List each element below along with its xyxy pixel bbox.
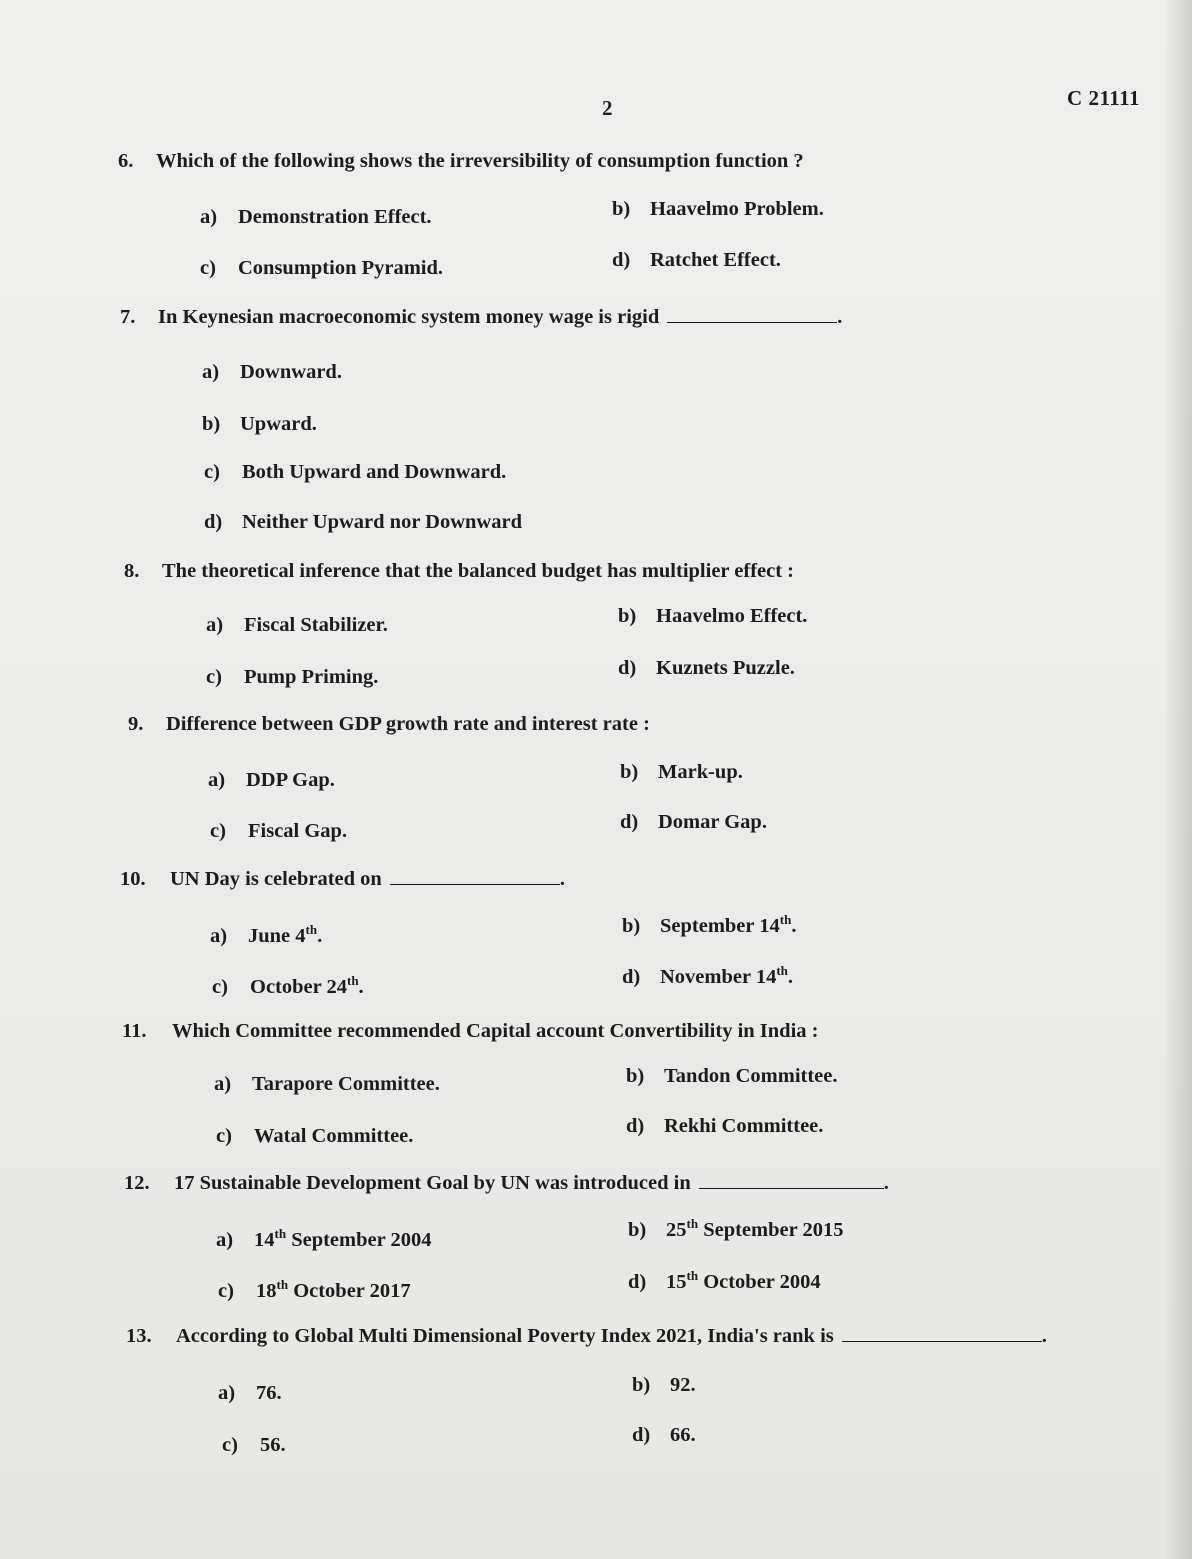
- option-label: b): [626, 1065, 645, 1087]
- option-text-pre: 25: [666, 1218, 687, 1241]
- option-label: d): [620, 811, 639, 833]
- page-edge-shadow: [1164, 0, 1192, 1559]
- option-text-pre: November 14: [660, 965, 777, 988]
- question-number: 8.: [124, 560, 140, 582]
- option-text: Mark-up.: [658, 761, 743, 783]
- option-text: Kuznets Puzzle.: [656, 657, 795, 679]
- option-label: b): [618, 605, 637, 627]
- question-number: 12.: [124, 1172, 150, 1194]
- question-13: [126, 1325, 1047, 1348]
- option-label: c): [212, 975, 228, 998]
- option-10b: [622, 912, 796, 938]
- question-number: 6.: [118, 150, 134, 172]
- question-text: Difference between GDP growth rate and interest rate :: [166, 713, 650, 735]
- option-label: a): [200, 206, 218, 228]
- option-text-sup: th: [686, 1268, 699, 1283]
- option-12b: [628, 1216, 843, 1242]
- option-text-post: .: [791, 914, 797, 937]
- option-text-post: .: [317, 924, 323, 947]
- blank-end: .: [559, 868, 565, 890]
- question-7: [120, 306, 842, 329]
- option-text: Demonstration Effect.: [238, 206, 432, 228]
- option-text-sup: th: [686, 1216, 699, 1231]
- blank-end: .: [837, 306, 843, 328]
- option-text: DDP Gap.: [246, 769, 335, 791]
- question-12: [124, 1172, 889, 1195]
- option-label: b): [632, 1374, 651, 1396]
- option-label: b): [202, 413, 221, 435]
- option-label: d): [626, 1115, 645, 1137]
- option-7d: [204, 511, 522, 534]
- option-6a: [200, 206, 432, 229]
- option-text: 76.: [256, 1382, 282, 1404]
- option-label: c): [210, 820, 226, 842]
- option-11d: [626, 1115, 823, 1138]
- question-text: In Keynesian macroeconomic system money wage is rigid: [158, 306, 660, 328]
- option-label: a): [218, 1382, 236, 1404]
- option-text-post: October 2004: [698, 1270, 821, 1293]
- option-9b: [620, 761, 743, 784]
- option-text: Haavelmo Problem.: [650, 198, 824, 220]
- option-12c: [218, 1277, 411, 1303]
- option-12d: [628, 1268, 821, 1294]
- question-number: 9.: [128, 713, 144, 735]
- option-text-sup: th: [276, 1277, 289, 1292]
- question-text: 17 Sustainable Development Goal by UN was introduced in: [174, 1172, 691, 1194]
- option-label: d): [622, 965, 641, 988]
- option-9c: [210, 820, 347, 843]
- option-text-pre: 14: [254, 1228, 275, 1251]
- option-13d: [632, 1424, 696, 1447]
- option-text-post: October 2017: [288, 1279, 411, 1302]
- question-number: 7.: [120, 306, 136, 328]
- option-text: Domar Gap.: [658, 811, 767, 833]
- question-number: 13.: [126, 1325, 152, 1347]
- option-label: a): [214, 1073, 232, 1095]
- option-text-sup: th: [776, 963, 788, 978]
- option-text-sup: th: [305, 922, 318, 937]
- option-7b: [202, 413, 317, 436]
- question-text: UN Day is celebrated on: [170, 868, 382, 890]
- option-8d: [618, 657, 795, 680]
- blank-end: .: [1041, 1325, 1047, 1347]
- option-text: Upward.: [240, 413, 317, 435]
- option-text: Neither Upward nor Downward: [242, 511, 522, 533]
- option-6c: [200, 257, 443, 280]
- answer-blank: [842, 1327, 1042, 1342]
- option-text: Consumption Pyramid.: [238, 257, 444, 279]
- option-text-pre: 18: [256, 1279, 277, 1302]
- option-text: 56.: [260, 1434, 286, 1456]
- option-text: Haavelmo Effect.: [656, 605, 808, 627]
- option-label: d): [628, 1270, 647, 1293]
- question-text: According to Global Multi Dimensional Poverty Index 2021, India's rank is: [176, 1325, 834, 1347]
- question-11: [122, 1020, 818, 1043]
- option-10a: [210, 922, 322, 948]
- option-text-post: .: [787, 965, 794, 988]
- option-text: Rekhi Committee.: [664, 1115, 824, 1137]
- option-text-post: September 2004: [286, 1228, 432, 1251]
- option-label: b): [620, 761, 639, 783]
- option-11b: [626, 1065, 838, 1088]
- option-8a: [206, 614, 388, 637]
- option-7c: [204, 461, 506, 484]
- option-label: a): [208, 769, 226, 791]
- option-label: d): [612, 249, 631, 271]
- question-text: The theoretical inference that the balanced budget has multiplier effect :: [162, 560, 794, 582]
- answer-blank: [667, 308, 837, 323]
- answer-blank: [390, 870, 560, 885]
- paper-code: C 21111: [1067, 86, 1140, 110]
- question-text: Which of the following shows the irreversibility of consumption function ?: [156, 150, 804, 172]
- option-text: 92.: [670, 1374, 696, 1396]
- option-label: a): [206, 614, 224, 636]
- option-label: c): [200, 257, 216, 279]
- option-label: d): [632, 1424, 651, 1446]
- option-label: c): [222, 1434, 238, 1456]
- question-number: 11.: [122, 1020, 147, 1042]
- option-10c: [212, 973, 364, 999]
- option-text: Downward.: [240, 361, 342, 383]
- option-label: c): [216, 1125, 232, 1147]
- option-11c: [216, 1125, 413, 1148]
- option-11a: [214, 1073, 440, 1096]
- option-label: b): [628, 1218, 647, 1241]
- option-12a: [216, 1226, 431, 1252]
- option-text: 66.: [670, 1424, 696, 1446]
- option-10d: [622, 963, 793, 989]
- question-8: [124, 560, 794, 583]
- option-text-pre: 15: [666, 1270, 687, 1293]
- option-text-post: September 2015: [698, 1218, 844, 1241]
- option-label: d): [618, 657, 637, 679]
- option-13a: [218, 1382, 282, 1405]
- option-label: a): [210, 924, 228, 947]
- option-text-pre: June 4: [248, 924, 306, 947]
- option-text: Tarapore Committee.: [252, 1073, 440, 1095]
- option-text: Both Upward and Downward.: [242, 461, 507, 483]
- question-10: [120, 868, 565, 891]
- option-text: Fiscal Stabilizer.: [244, 614, 388, 636]
- option-text-pre: October 24: [250, 975, 347, 998]
- option-text-pre: September 14: [660, 914, 780, 937]
- option-8c: [206, 666, 378, 689]
- option-label: c): [218, 1279, 234, 1302]
- option-text: Fiscal Gap.: [248, 820, 348, 842]
- option-text: Pump Priming.: [244, 666, 379, 688]
- blank-end: .: [883, 1172, 889, 1194]
- option-text-sup: th: [779, 912, 792, 927]
- option-13b: [632, 1374, 696, 1397]
- option-13c: [222, 1434, 286, 1457]
- option-label: c): [206, 666, 222, 688]
- option-text-sup: th: [274, 1226, 287, 1241]
- question-9: [128, 713, 650, 736]
- option-text-sup: th: [346, 973, 359, 988]
- page-number: 2: [602, 96, 613, 120]
- question-number: 10.: [120, 868, 146, 890]
- option-6b: [612, 198, 824, 221]
- option-6d: [612, 249, 781, 272]
- option-9a: [208, 769, 335, 792]
- option-text: Watal Committee.: [254, 1125, 414, 1147]
- option-text: Tandon Committee.: [664, 1065, 838, 1087]
- question-text: Which Committee recommended Capital account Convertibility in India :: [172, 1020, 819, 1042]
- option-label: a): [216, 1228, 234, 1251]
- option-label: a): [202, 361, 220, 383]
- option-label: d): [204, 511, 223, 533]
- option-text-post: .: [358, 975, 364, 998]
- option-label: c): [204, 461, 220, 483]
- option-label: b): [612, 198, 631, 220]
- option-8b: [618, 605, 807, 628]
- option-label: b): [622, 914, 641, 937]
- answer-blank: [699, 1174, 884, 1189]
- option-9d: [620, 811, 767, 834]
- option-text: Ratchet Effect.: [650, 249, 781, 271]
- option-7a: [202, 361, 342, 384]
- question-6: [118, 150, 804, 173]
